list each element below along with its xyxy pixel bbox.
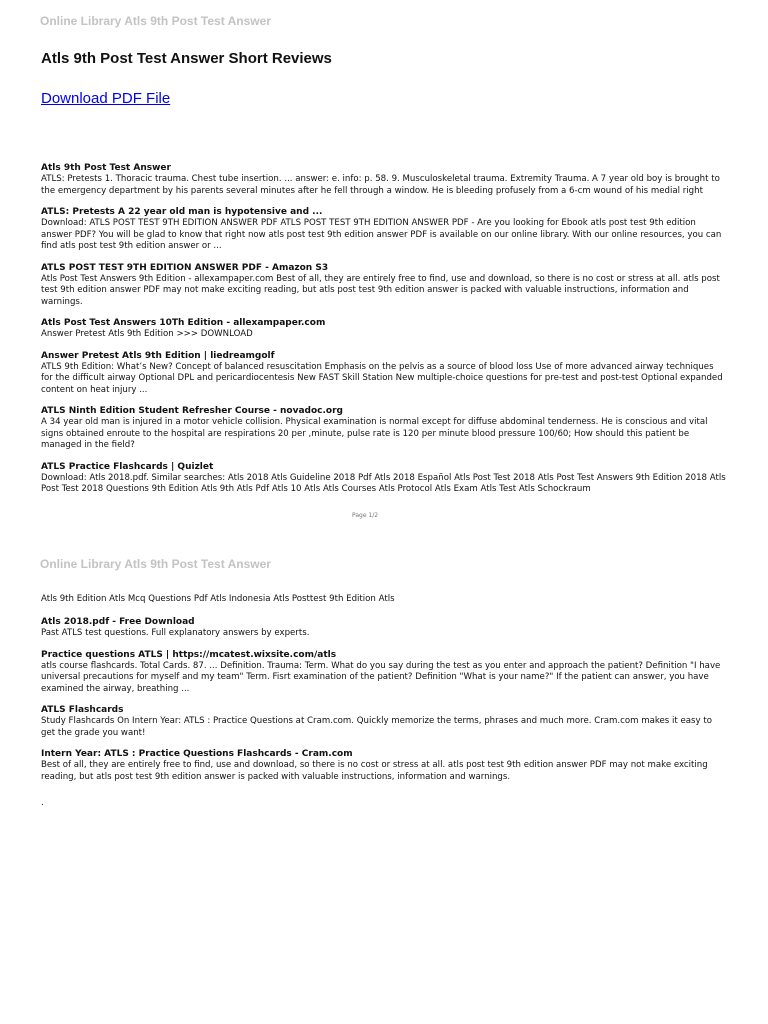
entry-body: A 34 year old man is injured in a motor vehicle collision. Physical examination is normal except for diffuse abdominal tenderness. He is conscious and vital signs obtained enroute to the hospital are respirations 20 per ,minute, pulse rate is 120 per minute blood pressure 100/60; How should this patient be managed in the field?: [41, 417, 708, 450]
entry-body: Answer Pretest Atls 9th Edition >>> DOWNLOAD: [41, 329, 253, 339]
entry: [41, 207, 727, 253]
entry-title: ATLS Flashcards: [41, 705, 124, 715]
page1-content: [41, 163, 727, 506]
entry-body: Download: Atls 2018.pdf. Similar searches: Atls 2018 Atls Guideline 2018 Pdf Atls 2018 Español Atls Post Test 2018 Atls Post Test Answers 9th Edition 2018 Atls Post Test 2018 Questions 9th Edition Atls 9th Atls Pdf Atls 10 Atls Atls Courses Atls Protocol Atls Exam Atls Test Atls Schockraum: [41, 472, 726, 494]
entry-body: ATLS: Pretests 1. Thoracic trauma. Chest tube insertion. ... answer: e. info: p. 58. 9. Musculoskeletal trauma. Extremity Trauma. A 7 year old boy is brought to the emergency department by his parents several minutes after he fell through a window. He is bleeding profusely from a 6-cm wound of his medial right: [41, 174, 720, 196]
entry-body: atls course flashcards. Total Cards. 87. ... Definition. Trauma: Term. What do you say during the test as you enter and approach the patient? Definition "I have universal precautions for myself and my team" Term. Fisrt examination of the patient? Definition "What is your name?" If the patient can answer, you have examined the airway, breathing ...: [41, 660, 721, 694]
entry: [41, 163, 727, 197]
page-header: Online Library Atls 9th Post Test Answer: [40, 557, 271, 571]
entry-title: Practice questions ATLS | https://mcatest.wixsite.com/atls: [41, 649, 337, 660]
entry-title: Intern Year: ATLS : Practice Questions Flashcards - Cram.com: [41, 749, 353, 759]
download-pdf-link[interactable]: Download PDF File: [41, 90, 171, 107]
entry: [41, 617, 727, 640]
entry-body: Best of all, they are entirely free to find, use and download, so there is no cost or stress at all. atls post test 9th edition answer PDF may not make exciting reading, but atls post test 9th edition answer is packed with valuable instructions, information and warnings.: [41, 760, 708, 782]
entry: [41, 406, 727, 452]
entry: [41, 705, 727, 739]
document-title: Atls 9th Post Test Answer Short Reviews: [41, 50, 332, 67]
entry-title: Atls 2018.pdf - Free Download: [41, 617, 195, 627]
entry-title: Atls Post Test Answers 10Th Edition - allexampaper.com: [41, 318, 326, 328]
page-header: Online Library Atls 9th Post Test Answer: [40, 14, 271, 28]
entry: [41, 650, 727, 696]
entry-title: ATLS Ninth Edition Student Refresher Course - novadoc.org: [41, 406, 343, 416]
entry-body: Past ATLS test questions. Full explanatory answers by experts.: [41, 628, 310, 638]
entry: [41, 462, 727, 496]
entry: [41, 263, 727, 309]
entry-title: ATLS: Pretests A 22 year old man is hypotensive and ...: [41, 207, 323, 217]
page2-content: [41, 594, 727, 793]
entry-title: ATLS Practice Flashcards | Quizlet: [41, 461, 214, 472]
related-searches: Atls 9th Edition Atls Mcq Questions Pdf Atls Indonesia Atls Posttest 9th Edition Atls: [41, 594, 395, 604]
entry: [41, 749, 727, 783]
entry-title: ATLS POST TEST 9TH EDITION ANSWER PDF - Amazon S3: [41, 262, 329, 273]
page-number: Page 1/2: [352, 512, 379, 519]
entry-body: Atls Post Test Answers 9th Edition - allexampaper.com Best of all, they are entirely free to find, use and download, so there is no cost or stress at all. atls post test 9th edition answer PDF may not make exciting reading, but atls post test 9th edition answer is packed with valuable instructions, information and warnings.: [41, 273, 720, 307]
entry-title: Answer Pretest Atls 9th Edition | liedreamgolf: [41, 350, 275, 361]
entry: [41, 318, 727, 341]
entry: [41, 351, 727, 397]
trailing-mark: .: [41, 798, 44, 808]
entry-body: Study Flashcards On Intern Year: ATLS : Practice Questions at Cram.com. Quickly memorize the terms, phrases and much more. Cram.com makes it easy to get the grade you want!: [41, 716, 712, 738]
entry-body: ATLS 9th Edition: What’s New? Concept of balanced resuscitation Emphasis on the pelvis as a source of blood loss Use of more advanced airway techniques for the difficult airway Optional DPL and pericardiocentesis New FAST Skill Station New multiple-choice questions for pre-test and post-test Optional expanded content on heat injury ...: [41, 361, 723, 395]
entry-body: Download: ATLS POST TEST 9TH EDITION ANSWER PDF ATLS POST TEST 9TH EDITION ANSWER PDF - Are you looking for Ebook atls post test 9th edition answer PDF? You will be glad to know that right now atls post test 9th edition answer PDF is available on our online library. With our online resources, you can find atls post test 9th edition answer or ...: [41, 218, 722, 251]
entry-title: Atls 9th Post Test Answer: [41, 163, 171, 173]
